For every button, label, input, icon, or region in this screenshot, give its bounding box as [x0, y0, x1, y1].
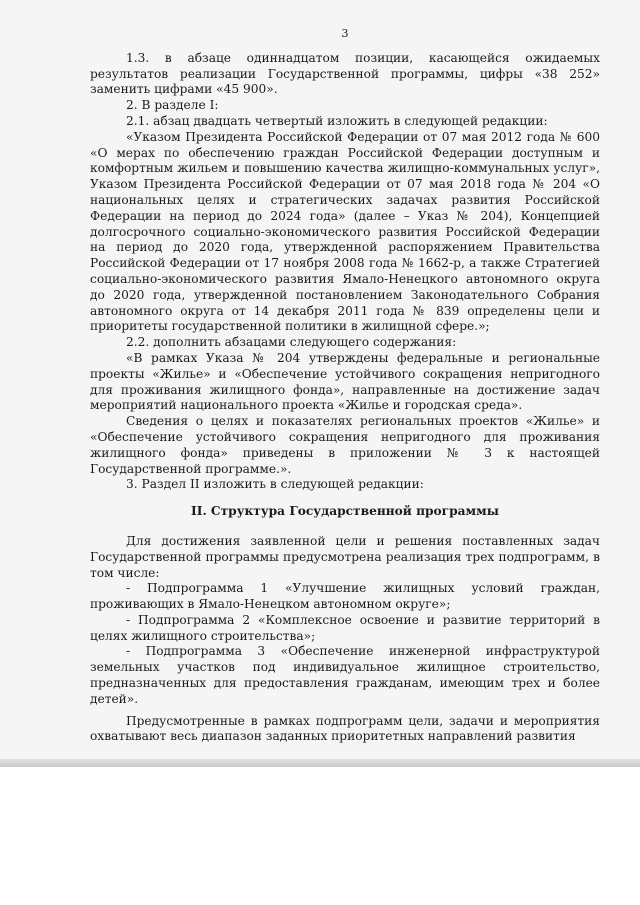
paragraph-2-2: 2.2. дополнить абзацами следующего содержания:	[126, 335, 457, 350]
section-heading: II. Структура Государственной программы	[191, 504, 499, 519]
scan-edge-shadow	[0, 759, 640, 767]
list-item-subprogram-2: - Подпрограмма 2 «Комплексное освоение и развитие территорий в целях жилищного строительства»;	[90, 612, 600, 643]
paragraph-section-2: 3. Раздел II изложить в следующей редакции:	[126, 477, 424, 492]
paragraph-2-1: 2.1. абзац двадцать четвертый изложить в следующей редакции:	[126, 113, 548, 128]
list-item-subprogram-1: - Подпрограмма 1 «Улучшение жилищных условий граждан, проживающих в Ямало-Ненецком автономном округе»;	[90, 581, 600, 612]
document-page	[90, 26, 600, 745]
paragraph-projects: «В рамках Указа № 204 утверждены федеральные и региональные проекты «Жилье» и «Обеспечение устойчивого сокращения непригодного для проживания жилищного фонда», направленные на достижение задач мероприятий национального проекта «Жилье и городская среда».	[90, 350, 600, 413]
paragraph-goals-info: Сведения о целях и показателях региональных проектов «Жилье» и «Обеспечение устойчивого сокращения непригодного для проживания жилищного фонда» приведены в приложении № 3 к настоящей Государственной программе.».	[90, 414, 600, 476]
paragraph-closing: Предусмотренные в рамках подпрограмм цели, задачи и мероприятия охватывают весь диапазон заданных приоритетных направлений развития	[90, 713, 600, 744]
paragraph-intro: Для достижения заявленной цели и решения поставленных задач Государственной программы предусмотрена реализация трех подпрограмм, в том числе:	[90, 533, 600, 580]
paragraph-section-1: 2. В разделе I:	[126, 98, 219, 113]
paragraph-quoted-decrees: «Указом Президента Российской Федерации от 07 мая 2012 года № 600 «О мерах по обеспечению граждан Российской Федерации доступным и комфортным жильем и повышению качества жилищно-коммунальных услуг», Указом Президента Российской Федерации от 07 мая 2018 года № 204 «О национальных целях и стратегических задачах развития Российской Федерации на период до 2024 года» (далее – Указ № 204), Концепцией долгосрочного социально-экономического развития Российской Федерации на период до 2020 года, утвержденной распоряжением Правительства Российской Федерации от 17 ноября 2008 года № 1662-р, а также Стратегией социально-экономического развития Ямало-Ненецкого автономного округа до 2020 года, утвержденной постановлением Законодательного Собрания автономного округа от 14 декабря 2011 года № 839 определены цели и приоритеты государственной политики в жилищной сфере.»;	[90, 129, 600, 334]
paragraph-1-3: 1.3. в абзаце одиннадцатом позиции, касающейся ожидаемых результатов реализации Государственной программы, цифры «38 252» заменить цифрами «45 900».	[90, 50, 600, 97]
list-item-subprogram-3: - Подпрограмма 3 «Обеспечение инженерной инфраструктурой земельных участков под индивидуальное жилищное строительство, предназначенных для предоставления гражданам, имеющим трех и более детей».	[90, 644, 600, 706]
page-number: 3	[341, 27, 349, 40]
